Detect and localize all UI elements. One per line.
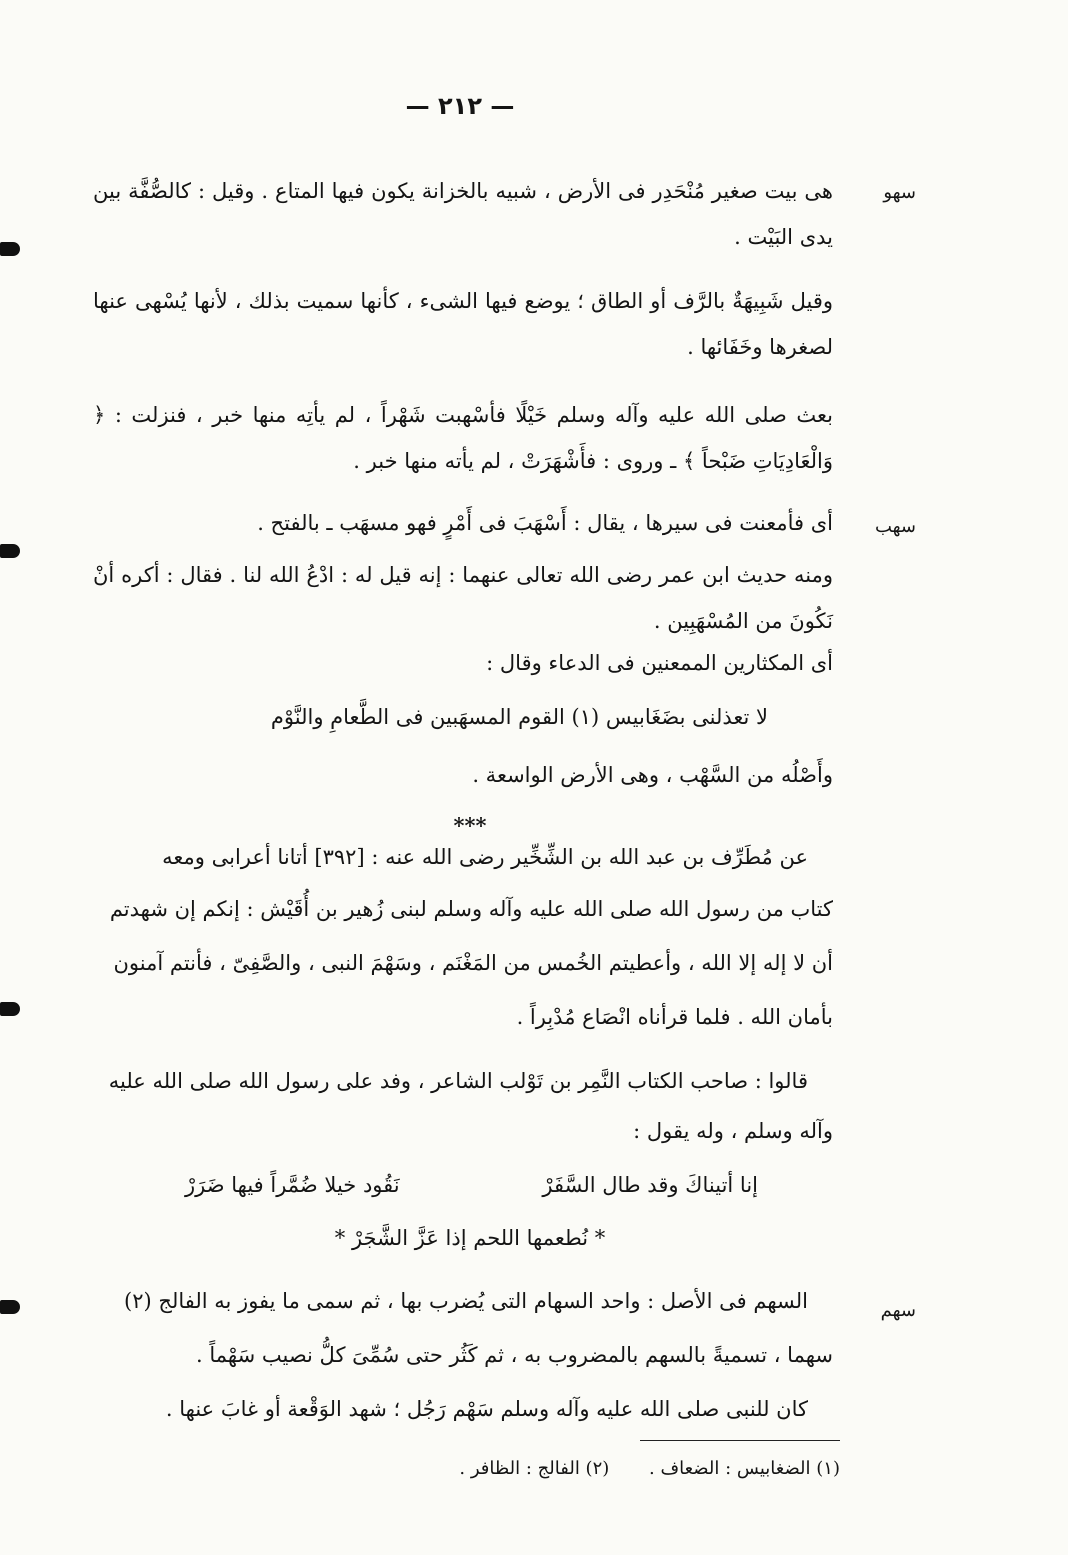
paragraph-line: بأمان الله . فلما قرأناه انْصَاع مُدْبِراً . (516, 1005, 833, 1029)
paragraph: وقيل شَبِيهَةٌ بالرَّف أو الطاق ؛ يوضع فيها الشىء ، كأنها سميت بذلك ، لأنها يُسْهى عنها لصغرها وخَفَائها . (93, 289, 833, 359)
paragraph: بعث صلى الله عليه وآله وسلم خَيْلًا فأسْهبت شَهْراً ، لم يأتِه منها خبر ، فنزلت : ﴿ وَالْعَادِيَاتِ ضَبْحاً ﴾ ـ وروى : فأَشْهَرَتْ ، لم يأته منها خبر . (93, 403, 833, 473)
footnote-1: (١) الضغابيس : الضعاف . (649, 1458, 840, 1479)
paragraph-line: السهم فى الأصل : واحد السهام التى يُضرب بها ، ثم سمى ما يفوز به الفالج (٢) (124, 1289, 808, 1313)
verse-hemistich-right: إنا أتيناكَ وقد طال السَّفَرْ (542, 1173, 758, 1197)
binding-mark (0, 1002, 20, 1016)
paragraph-line: وآله وسلم ، وله يقول : (633, 1119, 833, 1143)
paragraph: أى المكثارين الممعنين فى الدعاء وقال : (486, 651, 833, 675)
binding-mark (0, 242, 20, 256)
paragraph: وأَصْلُه من السَّهْب ، وهى الأرض الواسعة . (472, 763, 833, 787)
section-separator: *** (453, 813, 487, 838)
verse-line: * نُطعمها اللحم إذا عَزَّ الشَّجَرْ * (334, 1226, 606, 1250)
page-number: — ٢١٢ — (405, 92, 515, 120)
entry-heading: سهب (874, 516, 916, 537)
paragraph-line: كان للنبى صلى الله عليه وآله وسلم سَهْم رَجُل ؛ شهد الوَقْعة أو غابَ عنها . (165, 1397, 808, 1421)
paragraph: أى فأمعنت فى سيرها ، يقال : أَسْهَبَ فى أَمْرٍ فهو مسهَب ـ بالفتح . (257, 511, 833, 535)
verse-line: لا تعذلنى بضَغَابيس (١) القوم المسهَبين فى الطَّعامِ والنَّوْم (270, 705, 768, 729)
binding-mark (0, 1300, 20, 1314)
entry-heading: سهم (880, 1300, 916, 1321)
footnote-divider (640, 1440, 840, 1441)
footnote-2: (٢) الفالج : الظافر . (459, 1458, 610, 1479)
footnotes (400, 1458, 840, 1479)
paragraph-line: أن لا إله إلا الله ، وأعطيتم الخُمس من المَغْنَم ، وسَهْمَ النبى ، والصَّفِىّ ، فأنتم آمنون (113, 951, 833, 975)
verse-hemistich-left: نَقُود خيلا ضُمَّراً فيها ضَرَرْ (185, 1173, 400, 1197)
paragraph: هى بيت صغير مُنْحَدِر فى الأرض ، شبيه بالخزانة يكون فيها المتاع . وقيل : كالصُّفَّة بين يدى البَيْت . (93, 179, 833, 249)
entry-heading: سهو (883, 182, 916, 203)
binding-mark (0, 544, 20, 558)
paragraph: ومنه حديث ابن عمر رضى الله تعالى عنهما : إنه قيل له : ادْعُ الله لنا . فقال : أكره أنْ نَكُونَ من المُسْهَبِين . (93, 563, 833, 633)
paragraph-line: قالوا : صاحب الكتاب النَّمِر بن تَوْلب الشاعر ، وفد على رسول الله صلى الله عليه (108, 1069, 808, 1093)
paragraph-line: عن مُطَرِّف بن عبد الله بن الشِّخِّير رضى الله عنه : [٣٩٢] أتانا أعرابى ومعه (162, 845, 808, 869)
paragraph-line: سهما ، تسميةً بالسهم بالمضروب به ، ثم كَثُر حتى سُمِّىَ كلُّ نصيب سَهْماً . (196, 1343, 833, 1367)
paragraph-line: كتاب من رسول الله صلى الله عليه وآله وسلم لبنى زُهير بن أُقَيْش : إنكم إن شهدتم (109, 897, 833, 921)
